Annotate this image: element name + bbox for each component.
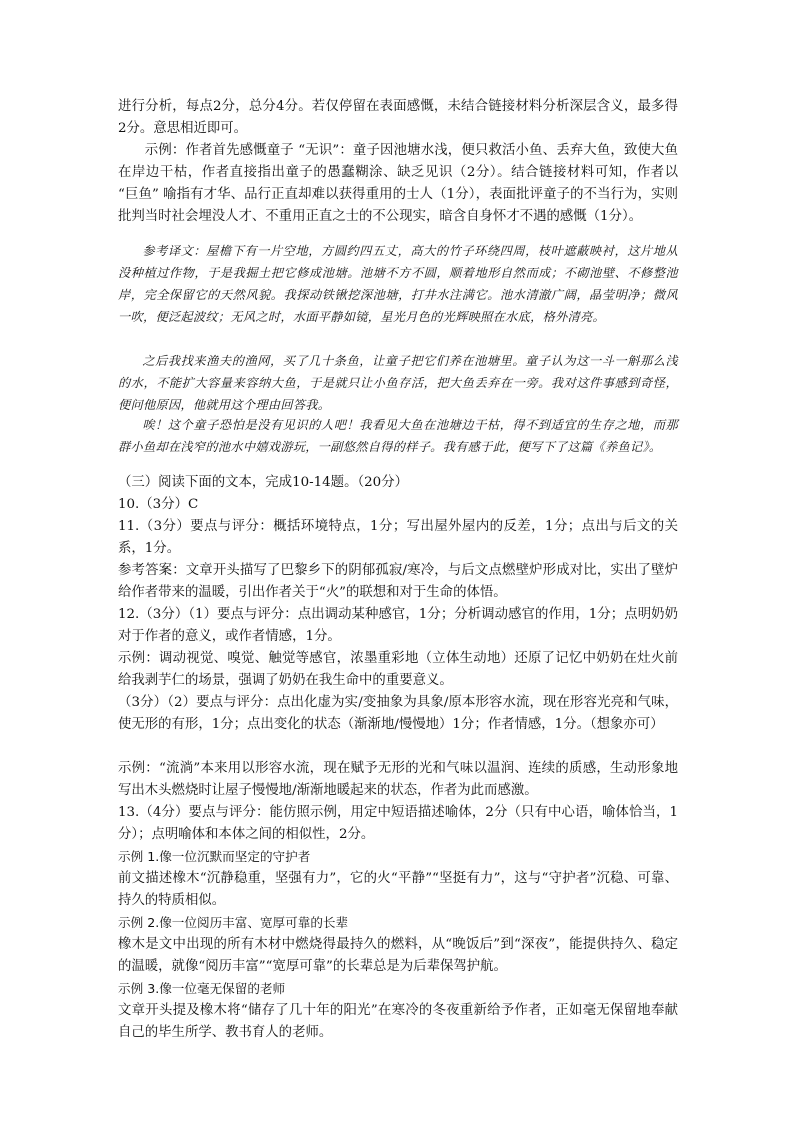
- translation-paragraph-2: 之后我找来渔夫的渔网，买了几十条鱼，让童子把它们养在池塘里。童子认为这一斗一斛那么浅的水，不能扩大容量来容纳大鱼，于是就只让小鱼存活，把大鱼丢弃在一旁。我对这件事感到奇怪，便问他原因，他就用这个理由回答我。: [118, 354, 678, 412]
- example-1-body: 前文描述橡木“沉静稳重，坚强有力”，它的火“平静”“坚挺有力”，这与“守护者”沉稳、可靠、持久的特质相似。: [118, 871, 678, 908]
- example-3-body: 文章开头提及橡木将“储存了几十年的阳光”在寒冷的冬夜重新给予作者，正如毫无保留地奉献自己的毕生所学、教书育人的老师。: [118, 1003, 678, 1040]
- answer-q11: 11.（3分）要点与评分：概括环境特点，1分；写出屋外屋内的反差，1分；点出与后文的关系，1分。: [118, 519, 678, 556]
- answer-q12-part2: （3分）（2）要点与评分：点出化虚为实/变抽象为具象/原本形容水流，现在形容光亮和气味，使无形的有形，1分；点出变化的状态（渐渐地/慢慢地）1分；作者情感，1分。（想象亦可）: [118, 695, 678, 732]
- translation-paragraph-1: 参考译文：屋檐下有一片空地，方圆约四五丈，高大的竹子环绕四周，枝叶遮蔽映衬，这片地从没种植过作物，于是我掘土把它修成池塘。池塘不方不圆，顺着地形自然而成；不砌池壁、不修整池岸，完全保留它的天然风貌。我探动铁锹挖深池塘，打井水注满它。池水清澈广阔，晶莹明净；微风一吹，便泛起波纹；无风之时，水面平静如镜，星光月色的光辉映照在水底，格外清亮。: [118, 244, 678, 324]
- answer-q12-part1-example: 示例：调动视觉、嗅觉、触觉等感官，浓墨重彩地（立体生动地）还原了记忆中奶奶在灶火前给我剥芋仁的场景，强调了奶奶在我生命中的重要意义。: [118, 651, 678, 688]
- answer-q12-part1: 12.（3分）（1）要点与评分：点出调动某种感官，1分；分析调动感官的作用，1分；点明奶奶对于作者的意义，或作者情感，1分。: [118, 607, 678, 644]
- example-2-body: 橡木是文中出现的所有木材中燃烧得最持久的燃料，从“晚饭后”到“深夜”，能提供持久、稳定的温暖，就像“阅历丰富”“宽厚可靠”的长辈总是为后辈保驾护航。: [118, 937, 678, 974]
- example-analysis: 示例：作者首先感慨童子 “无识”：童子因池塘水浅，便只救活小鱼、丢弃大鱼，致使大鱼在岸边干枯，作者直接指出童子的愚蠢糊涂、缺乏见识（2分）。结合链接材料可知，作者以 “巨鱼” 喻指有才华、品行正直却难以获得重用的士人（1分），表面批评童子的不当行为，实则批判当时社会埋没人才、不重用正直之士的不公现实，暗含自身怀才不遇的感慨（1分）。: [118, 143, 678, 224]
- section-heading: （三）阅读下面的文本，完成10-14题。（20分）: [118, 475, 408, 490]
- answer-q11-reference: 参考答案：文章开头描写了巴黎乡下的阴郁孤寂/寒冷，与后文点燃壁炉形成对比，实出了壁炉给作者带来的温暖，引出作者关于“火”的联想和对于生命的体悟。: [118, 563, 678, 600]
- example-3-title: 示例 3.像一位毫无保留的老师: [118, 981, 286, 996]
- example-2-title: 示例 2.像一位阅历丰富、宽厚可靠的长辈: [118, 915, 349, 930]
- answer-q13: 13.（4分）要点与评分：能仿照示例，用定中短语描述喻体，2分（只有中心语，喻体恰当，1分）；点明喻体和本体之间的相似性，2分。: [118, 805, 678, 842]
- scoring-intro: 进行分析，每点2分，总分4分。若仅停留在表面感慨，未结合链接材料分析深层含义，最多得2分。意思相近即可。: [118, 99, 678, 136]
- example-1-title: 示例 1.像一位沉默而坚定的守护者: [118, 849, 311, 864]
- answer-q12-part2-example: 示例：“流淌”本来用以形容水流，现在赋予无形的光和气味以温润、连续的质感，生动形象地写出木头燃烧时让屋子慢慢地/渐渐地暖起来的状态，作者为此而感激。: [118, 761, 678, 798]
- answer-q10: 10.（3分）C: [118, 497, 199, 512]
- translation-paragraph-3: 唉！这个童子恐怕是没有见识的人吧！我看见大鱼在池塘边干枯，得不到适宜的生存之地，而那群小鱼却在浅窄的池水中嬉戏游玩，一副悠然自得的样子。我有感于此，便写下了这篇《养鱼记》。: [118, 418, 678, 454]
